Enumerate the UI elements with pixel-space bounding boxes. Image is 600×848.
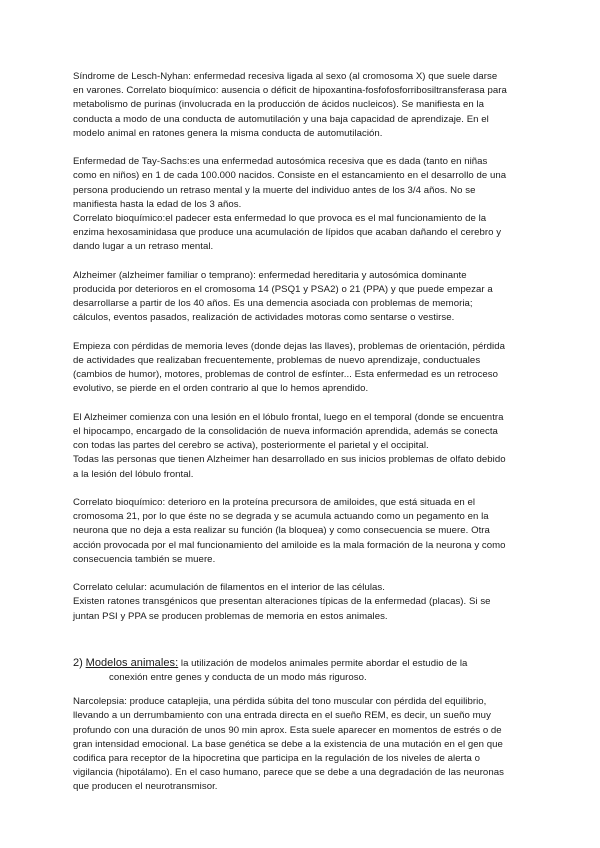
text-line: persona produciendo un retraso mental y la muerte del individuo antes de los 3/4 años. No se xyxy=(73,184,476,196)
section-heading-line xyxy=(73,656,525,671)
text-line: a la lesión del lóbulo frontal. xyxy=(73,468,194,480)
text-line: cromosoma 21, por lo que éste no se degrada y se acumula actuando como un pegamento en la xyxy=(73,511,489,523)
text-line: Existen ratones transgénicos que presentan alteraciones típicas de la enfermedad (placas). Si se xyxy=(73,596,491,608)
text-line: consecuencia también se muere. xyxy=(73,553,216,565)
paragraph-alzheimer-cellular xyxy=(73,581,525,624)
text-line: dando lugar a un retraso mental. xyxy=(73,241,214,253)
text-line: El Alzheimer comienza con una lesión en el lóbulo frontal, luego en el temporal (donde se encuentra xyxy=(73,411,504,423)
text-line: desarrollarse a partir de los 40 años. Es una demencia asociada con problemas de memoria; xyxy=(73,298,473,310)
text-line: Alzheimer (alzheimer familiar o temprano): enfermedad hereditaria y autosómica dominante xyxy=(73,269,467,281)
text-line: cálculos, eventos pasados, realización de actividades motoras como sentarse o vestirse. xyxy=(73,312,455,324)
text-line: acción provocada por el mal funcionamiento del amiloide es la mala formación de la neurona y como xyxy=(73,539,506,551)
text-line: de actividades que realizaban frecuentemente, problemas de nuevo aprendizaje, conductuales xyxy=(73,355,481,367)
section-intro-continuation: conexión entre genes y conducta de un modo más riguroso. xyxy=(109,672,367,684)
text-line: metabolismo de purinas (involucrada en la producción de ácidos nucleicos). Se manifiesta en la xyxy=(73,99,485,111)
section-heading-modelos-animales xyxy=(73,656,525,685)
text-line: el hipocampo, encargado de la consolidación de nueva información aprendida, además se conecta xyxy=(73,426,498,438)
text-line: enzima hexosaminidasa que produce una acumulación de lípidos que acaban dañando el cerebro y xyxy=(73,227,502,239)
text-line: conducta a modo de una conducta de automutilación y una baja capacidad de aprendizaje. En el xyxy=(73,113,489,125)
text-line: Correlato celular: acumulación de filamentos en el interior de las células. xyxy=(73,582,385,594)
text-line: Correlato bioquímico:el padecer esta enfermedad lo que provoca es el mal funcionamiento de la xyxy=(73,213,487,225)
paragraph-alzheimer-lesion xyxy=(73,411,525,482)
text-line: evolutivo, se pierde en el orden contrario al que lo hemos aprendido. xyxy=(73,383,369,395)
text-line: profundo con una duración de unos 90 min aprox. Esta suele aparecer en momentos de estrés o de xyxy=(73,724,502,736)
text-line: producida por deterioros en el cromosoma 14 (PSQ1 y PSA2) o 21 (PPA) y que puede empezar a xyxy=(73,284,493,296)
text-line: que producen el neurotransmisor. xyxy=(73,781,218,793)
text-line: manifiesta hasta la edad de los 3 años. xyxy=(73,198,242,210)
section-title: Modelos animales: xyxy=(85,656,179,669)
paragraph-alzheimer-progression xyxy=(73,340,525,397)
text-line: gran intensidad emocional. La base genética se debe a la existencia de una mutación en el gen que xyxy=(73,738,503,750)
text-line: vigilancia (hipotálamo). En el caso humano, parece que se debe a una degradación de las neuronas xyxy=(73,767,504,779)
text-line: en varones. Correlato bioquímico: ausencia o déficit de hipoxantina-fosfofosforribosiltransferasa para xyxy=(73,85,507,97)
section-intro-text: la utilización de modelos animales permite abordar el estudio de la xyxy=(178,657,468,669)
text-line: Enfermedad de Tay-Sachs:es una enfermedad autosómica recesiva que es dada (tanto en niñas xyxy=(73,156,488,168)
text-line: (cambios de humor), motores, problemas de control de esfínter... Esta enfermedad es un retroceso xyxy=(73,369,498,381)
text-line: con todas las partes del cerebro se activa), posteriormente el parietal y el occipital. xyxy=(73,440,429,452)
text-line: modelo animal en ratones genera la misma conducta de automutilación. xyxy=(73,127,383,139)
text-line: Empieza con pérdidas de memoria leves (donde dejas las llaves), problemas de orientación, pérdida xyxy=(73,340,506,352)
text-line: como en niños) en 1 de cada 100.000 nacidos. Consiste en el estancamiento en el desarrollo de una xyxy=(73,170,507,182)
paragraph-alzheimer-biochem xyxy=(73,496,525,567)
paragraph-narcolepsia xyxy=(73,695,525,794)
text-line: codifica para receptor de la hipocretina que participa en la regulación de los niveles de alerta o xyxy=(73,753,481,765)
text-line: neurona que no deja a esta realizar su función (la bloquea) y como consecuencia se muere. Otra xyxy=(73,525,490,537)
section-number: 2) xyxy=(73,656,83,669)
text-line: juntan PSI y PPA se producen problemas de memoria en estos animales. xyxy=(73,610,388,622)
paragraph-alzheimer-intro xyxy=(73,269,525,326)
text-line: Todas las personas que tienen Alzheimer han desarrollado en sus inicios problemas de olfato debido xyxy=(73,454,506,466)
text-line: Síndrome de Lesch-Nyhan: enfermedad recesiva ligada al sexo (al cromosoma X) que suele darse xyxy=(73,71,498,82)
document-page xyxy=(73,70,525,795)
text-line: Narcolepsia: produce cataplejia, una pérdida súbita del tono muscular con pérdida del equilibrio, xyxy=(73,696,487,708)
paragraph-lesch-nyhan xyxy=(73,70,525,141)
text-line: Correlato bioquímico: deterioro en la proteína precursora de amiloides, que está situada en el xyxy=(73,497,476,509)
text-line: llevando a un derrumbamiento con una entrada directa en el sueño REM, es decir, un sueño muy xyxy=(73,710,491,722)
paragraph-tay-sachs xyxy=(73,155,525,254)
